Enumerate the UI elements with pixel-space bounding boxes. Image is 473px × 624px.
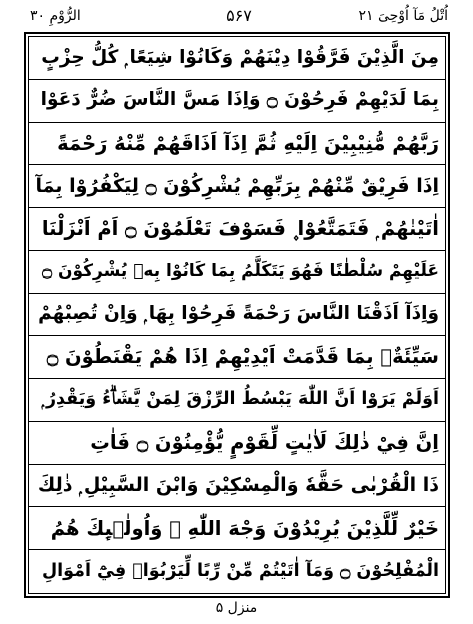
- line-text: اِذَا فَرِيْقٌ مِّنْهُمْ بِرَبِّهِمْ يُشْرِكُوْنَ ۝ لِيَكْفُرُوْا بِمَآ: [35, 174, 439, 197]
- line-text: سَيِّئَةٌۢ بِمَا قَدَّمَتْ اَيْدِيْهِمْ اِذَا هُمْ يَقْنَطُوْنَ ۝: [46, 345, 439, 369]
- surah-title: الرُّوْمِ ۳۰: [30, 8, 81, 24]
- line-text: وَاِذَآ اَذَقْنَا النَّاسَ رَحْمَةً فَرِحُوْا بِهَا ۭ وَاِنْ تُصِبْهُمْ: [38, 303, 439, 325]
- line-text: الْمُفْلِحُوْنَ ۝ وَمَآ اٰتَيْتُمْ مِّنْ رِّبًا لِّيَرْبُوَا۟ فِيْٓ اَمْوَالِ: [41, 560, 439, 581]
- line-text: اِنَّ فِيْ ذٰلِكَ لَاٰيٰتٍ لِّقَوْمٍ يُّؤْمِنُوْنَ ۝ فَاٰتِ: [90, 431, 439, 455]
- line-text: اَوَلَمْ يَرَوْا اَنَّ اللّٰهَ يَبْسُطُ الرِّزْقَ لِمَنْ يَّشَاۗءُ وَيَقْدِرُ ۭ: [41, 389, 439, 410]
- line-text: ذَا الْقُرْبٰى حَقَّهٗ وَالْمِسْكِيْنَ وَابْنَ السَّبِيْلِ ۭ ذٰلِكَ: [37, 474, 439, 497]
- page-header: [30, 4, 448, 34]
- text-line: [29, 507, 445, 550]
- text-line: [29, 294, 445, 337]
- manzil-marker: منزل ۵: [215, 600, 258, 616]
- text-line: [29, 208, 445, 251]
- text-line: [29, 251, 445, 294]
- text-line: [29, 422, 445, 465]
- line-text: عَلَيْهِمْ سُلْطٰنًا فَهُوَ يَتَكَلَّمُ بِمَا كَانُوْا بِهٖ يُشْرِكُوْنَ ۝: [42, 261, 439, 282]
- text-line: [29, 165, 445, 208]
- text-line: [29, 336, 445, 379]
- page-footer: [0, 600, 473, 622]
- text-line: [29, 465, 445, 508]
- line-text: مِنَ الَّذِيْنَ فَرَّقُوْا دِيْنَهُمْ وَكَانُوْا شِيَعًا ۭ كُلُّ حِزْبٍ: [41, 46, 439, 68]
- juz-title: اُتْلُ مَآ اُوْحِیَ ۲۱: [358, 8, 448, 24]
- line-text: رَبَّهُمْ مُّنِيْبِيْنَ اِلَيْهِ ثُمَّ اِذَآ اَذَاقَهُمْ مِّنْهُ رَحْمَةً: [57, 131, 439, 155]
- text-line: [29, 80, 445, 123]
- text-line: [29, 123, 445, 166]
- line-text: بِمَا لَدَيْهِمْ فَرِحُوْنَ ۝ وَاِذَا مَسَّ النَّاسَ ضُرٌّ دَعَوْا: [40, 89, 439, 111]
- text-line: [29, 379, 445, 422]
- line-text: اٰتَيْنٰهُمْ ۭ فَتَمَتَّعُوْا ۪ فَسَوْفَ تَعْلَمُوْنَ ۝ اَمْ اَنْزَلْنَا: [41, 217, 439, 241]
- text-body: [29, 37, 445, 593]
- page-number: ۵۶۷: [226, 6, 252, 25]
- line-text: خَيْرٌ لِّلَّذِيْنَ يُرِيْدُوْنَ وَجْهَ اللّٰهِ ۡ وَاُولٰۗىِٕكَ هُمُ: [50, 516, 439, 540]
- text-line: [29, 550, 445, 593]
- text-line: [29, 37, 445, 80]
